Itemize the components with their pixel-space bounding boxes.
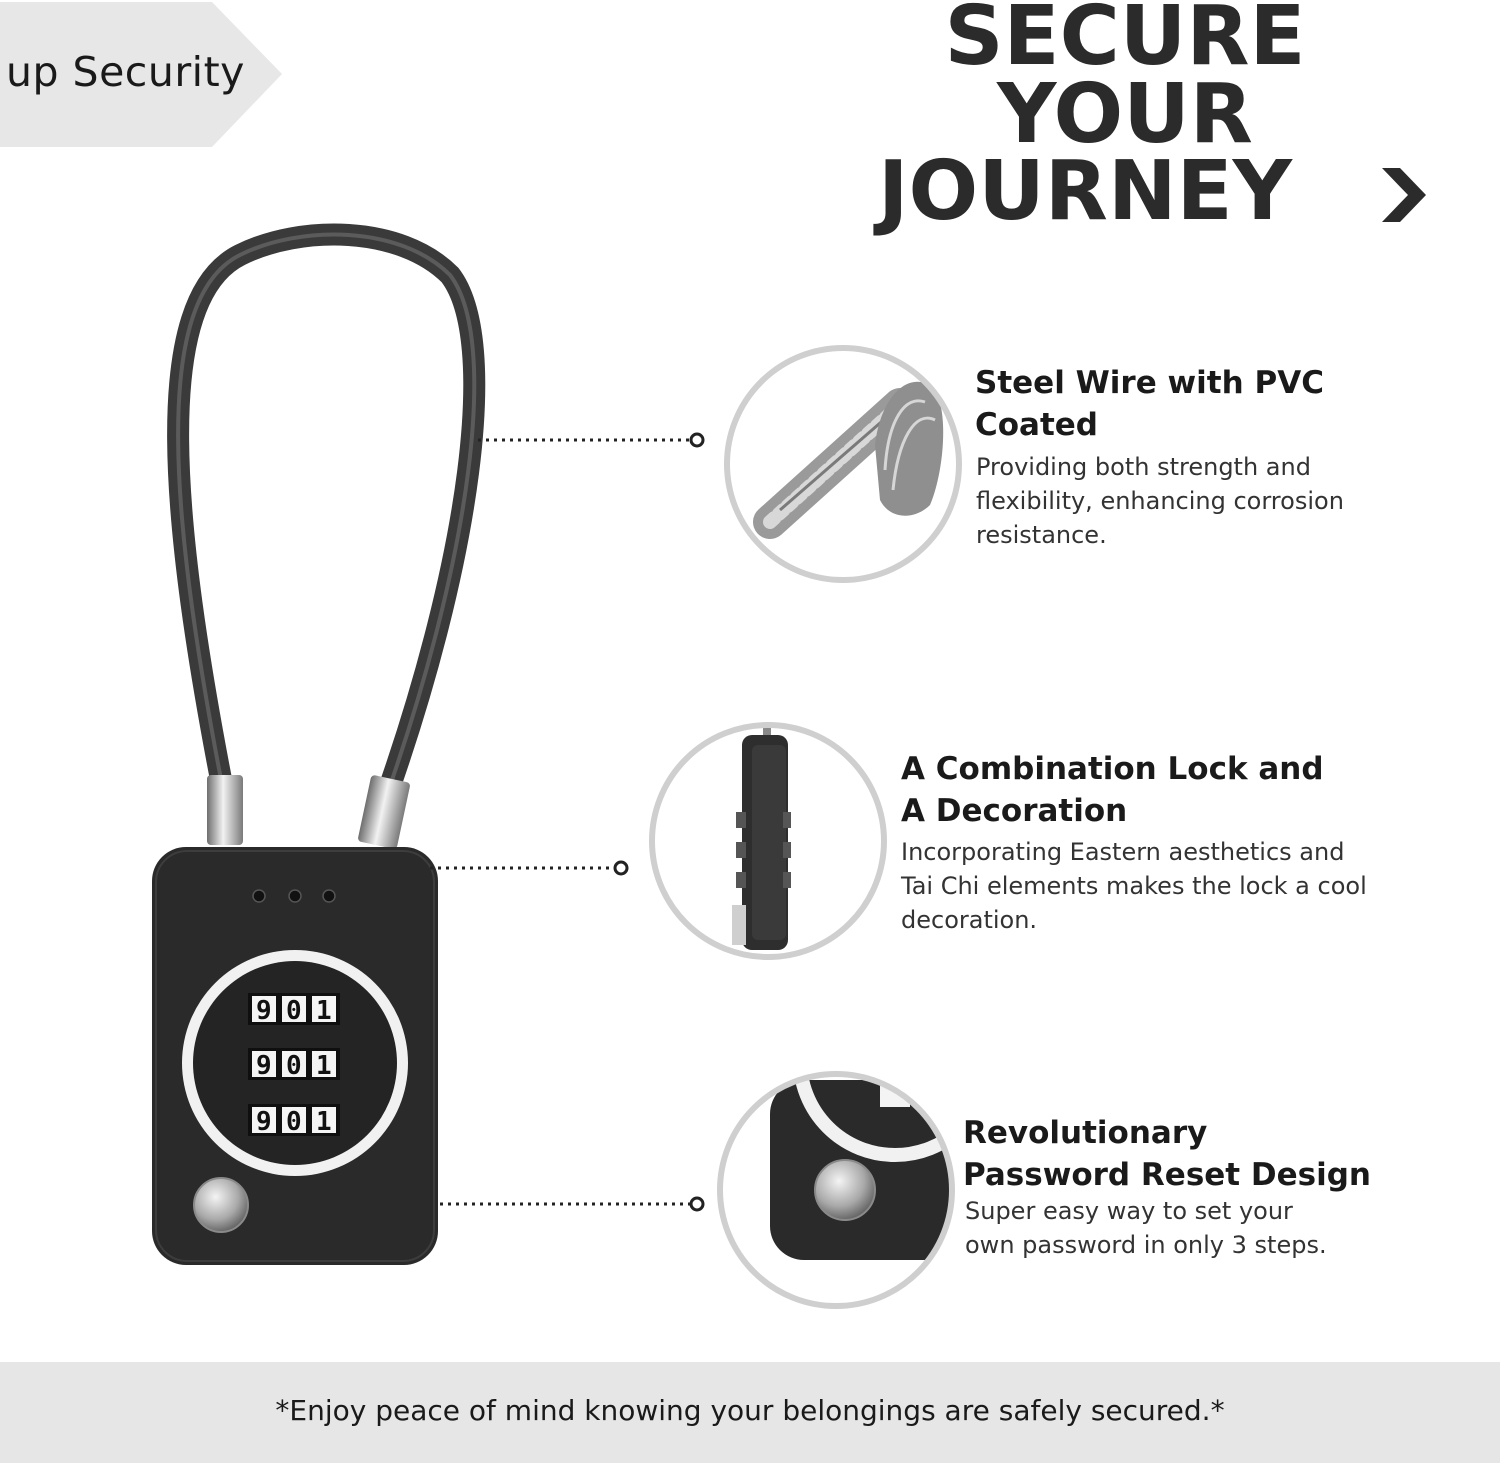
headline-line-1: SECURE [944,0,1306,84]
headline-line-3: JOURNEY [878,144,1292,239]
dial-digit[interactable]: 1 [316,996,332,1026]
feature-1-desc-line-2: flexibility, enhancing corrosion [976,487,1344,515]
feature-2-title-line-2: A Decoration [901,793,1128,829]
dial-digit[interactable]: 9 [256,1107,272,1137]
feature-2-desc-line-3: decoration. [901,906,1038,934]
feature-3-title-line-1: Revolutionary [963,1115,1208,1151]
dial-digit[interactable]: 1 [316,1107,332,1137]
headline-line-2: YOUR [997,67,1253,162]
feature-2-title [901,748,1381,832]
feature-2-desc-line-2: Tai Chi elements makes the lock a cool [901,872,1367,900]
brand-logo-text: up Security [6,48,245,96]
dial-digit[interactable]: 0 [286,1051,302,1081]
detail-circle-lock-side [652,722,884,957]
feature-2-desc-line-1: Incorporating Eastern aesthetics and [901,838,1345,866]
feature-1-desc-line-1: Providing both strength and [976,453,1311,481]
detail-circle-steel-wire [727,348,959,580]
feature-1-description [976,450,1396,552]
dial-digit[interactable]: 9 [256,1051,272,1081]
feature-1-desc-line-3: resistance. [976,521,1107,549]
feature-3-desc-line-1: Super easy way to set your [965,1197,1293,1225]
dial-digit[interactable]: 0 [286,996,302,1026]
combination-dials [248,993,340,1137]
feature-1-title-line-2: Coated [975,407,1099,443]
feature-1-title [975,362,1395,446]
footer-tagline: *Enjoy peace of mind knowing your belongings are safely secured.* [275,1394,1225,1427]
feature-3-title-line-2: Password Reset Design [963,1157,1371,1193]
dial-digit[interactable]: 9 [256,996,272,1026]
feature-3-desc-line-2: own password in only 3 steps. [965,1231,1327,1259]
feature-2-description [901,835,1421,937]
dial-digit[interactable]: 0 [286,1107,302,1137]
feature-3-description [965,1194,1385,1262]
feature-2-title-line-1: A Combination Lock and [901,751,1324,787]
feature-1-title-line-1: Steel Wire with PVC [975,365,1324,401]
dial-digit[interactable]: 1 [316,1051,332,1081]
feature-3-title [963,1112,1383,1196]
cable-lock-icon [178,235,474,850]
